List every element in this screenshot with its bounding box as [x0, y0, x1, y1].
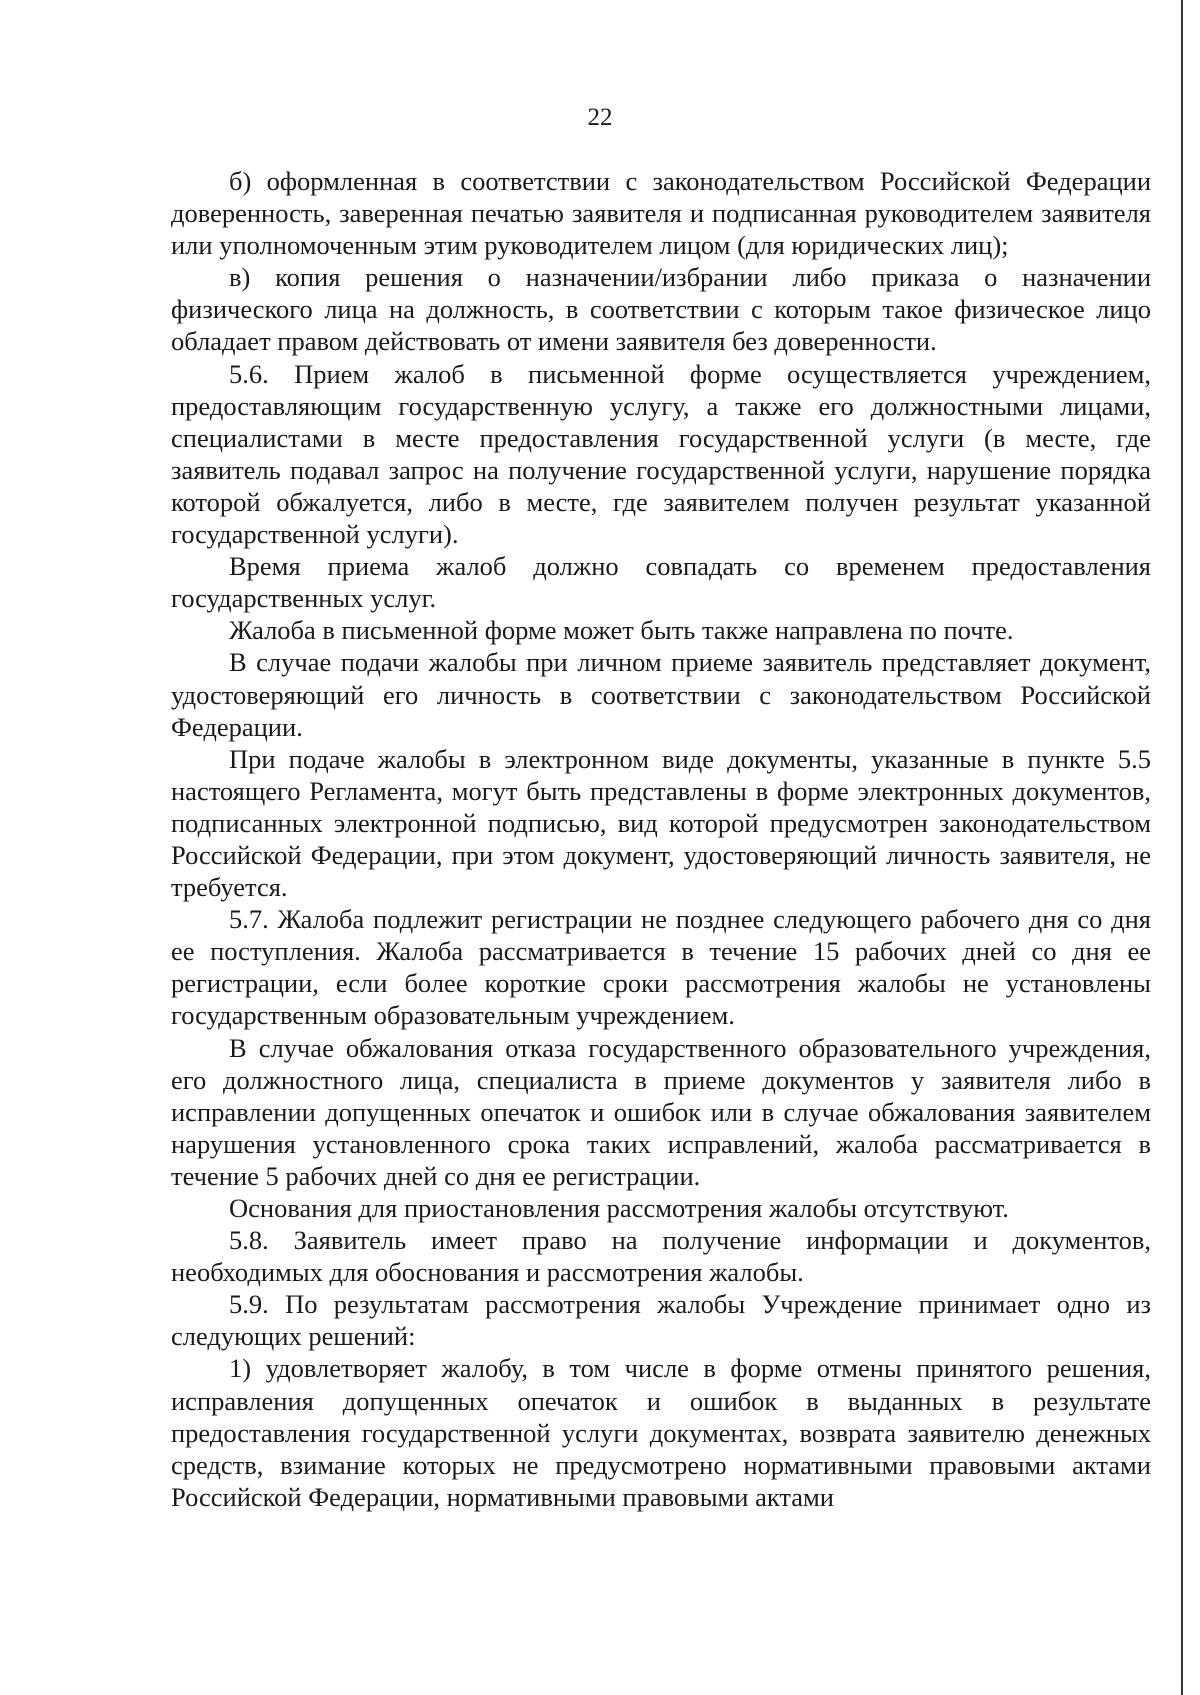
page-edge-line: [1181, 0, 1183, 1695]
page-number: 22: [587, 104, 613, 131]
paragraph-power-of-attorney: б) оформленная в соответствии с законодательством Российской Федерации доверенность, заверенная печатью заявителя и подписанная руководителем заявителя или уполномоченным этим руководителем лицом (для юридических лиц);: [171, 166, 1151, 261]
paragraph-personal-reception: В случае подачи жалобы при личном приеме заявитель представляет документ, удостоверяющий его личность в соответствии с законодательством Российской Федерации.: [171, 647, 1151, 742]
paragraph-decision-satisfy: 1) удовлетворяет жалобу, в том числе в форме отмены принятого решения, исправления допущенных опечаток и ошибок в выданных в результате предоставления государственной услуги документах, возврата заявителю денежных средств, взимание которых не предусмотрено нормативными правовыми актами Российской Федерации, нормативными правовыми актами: [171, 1353, 1151, 1512]
paragraph-5-7-registration: 5.7. Жалоба подлежит регистрации не позднее следующего рабочего дня со дня ее поступления. Жалоба рассматривается в течение 15 рабочих дней со дня ее регистрации, если более короткие сроки рассмотрения жалобы не установлены государственным образовательным учреждением.: [171, 904, 1151, 1031]
paragraph-5-6-written-complaints: 5.6. Прием жалоб в письменной форме осуществляется учреждением, предоставляющим государственную услугу, а также его должностными лицами, специалистами в месте предоставления государственной услуги (в месте, где заявитель подавал запрос на получение государственной услуги, нарушение порядка которой обжалуется, либо в месте, где заявителем получен результат указанной государственной услуги).: [171, 358, 1151, 550]
paragraph-5-8-information-right: 5.8. Заявитель имеет право на получение информации и документов, необходимых для обоснования и рассмотрения жалобы.: [171, 1225, 1151, 1288]
paragraph-reception-time: Время приема жалоб должно совпадать со временем предоставления государственных услуг.: [171, 551, 1151, 614]
document-body: [171, 165, 1151, 1513]
paragraph-electronic-submission: При подаче жалобы в электронном виде документы, указанные в пункте 5.5 настоящего Регламента, могут быть представлены в форме электронных документов, подписанных электронной подписью, вид которой предусмотрен законодательством Российской Федерации, при этом документ, удостоверяющий личность заявителя, не требуется.: [171, 743, 1151, 903]
paragraph-refusal-appeal: В случае обжалования отказа государственного образовательного учреждения, его должностного лица, специалиста в приеме документов у заявителя либо в исправлении допущенных опечаток и ошибок или в случае обжалования заявителем нарушения установленного срока таких исправлений, жалоба рассматривается в течение 5 рабочих дней со дня ее регистрации.: [171, 1032, 1151, 1191]
paragraph-no-suspension: Основания для приостановления рассмотрения жалобы отсутствуют.: [229, 1193, 1009, 1223]
paragraph-appointment-copy: в) копия решения о назначении/избрании либо приказа о назначении физического лица на должность, в соответствии с которым такое физическое лицо обладает правом действовать от имени заявителя без доверенности.: [171, 262, 1151, 357]
paragraph-5-9-decisions: 5.9. По результатам рассмотрения жалобы Учреждение принимает одно из следующих решений:: [171, 1289, 1151, 1352]
paragraph-mail-complaint: Жалоба в письменной форме может быть также направлена по почте.: [229, 615, 1014, 646]
